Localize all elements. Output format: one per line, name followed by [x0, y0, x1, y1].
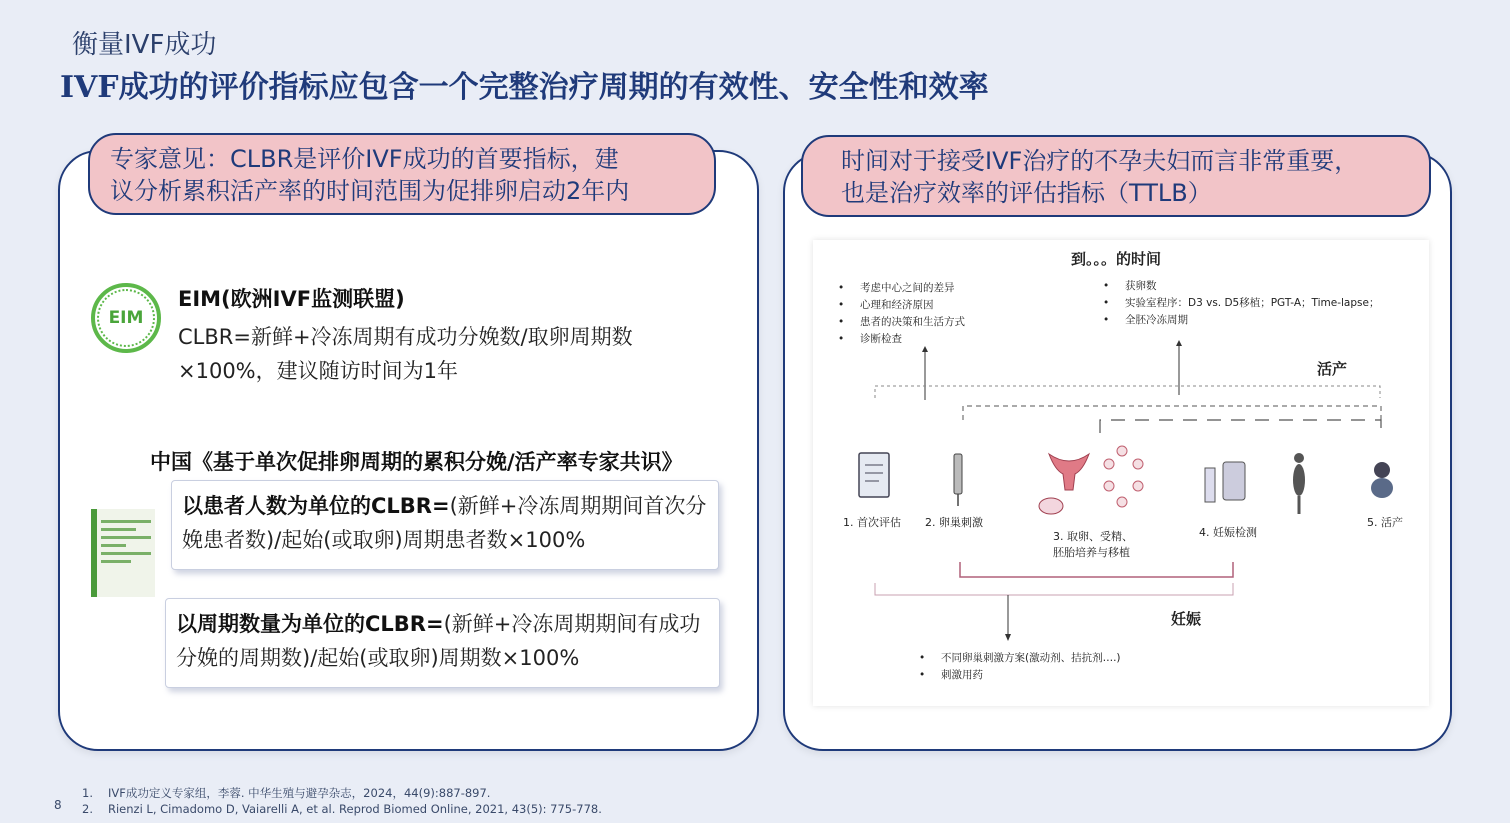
pregnancy-label: 妊娠 — [1171, 610, 1202, 628]
formula-patient-based — [171, 480, 719, 570]
right-banner-line2: 也是治疗效率的评估指标（TTLB） — [841, 179, 1212, 207]
step-retrieval-line1: 3. 取卵、受精、 — [1053, 530, 1133, 543]
footnote-num: 2. — [82, 802, 93, 816]
list-item: • 患者的决策和生活方式 — [838, 314, 965, 331]
left-banner-line1: 专家意见：CLBR是评价IVF成功的首要指标，建 — [110, 145, 619, 173]
step-live-birth: 5. 活产 — [1367, 516, 1403, 529]
inner-dashed-bracket — [1100, 420, 1381, 433]
clipboard-icon — [859, 453, 889, 497]
page-title: IVF成功的评价指标应包含一个完整治疗周期的有效性、安全性和效率 — [60, 70, 989, 105]
list-item: • 全胚冷冻周期 — [1103, 312, 1379, 329]
arrow-down-head — [1005, 634, 1011, 641]
step-pregnancy-test: 4. 妊娠检测 — [1199, 526, 1257, 539]
arrow-left-head — [922, 346, 928, 352]
step-ovarian-stimulation: 2. 卵巢刺激 — [925, 516, 983, 529]
page-number: 8 — [54, 798, 62, 812]
eim-star-ring — [97, 289, 155, 347]
mother-baby-icon — [1374, 462, 1390, 478]
list-item: • 心理和经济原因 — [838, 297, 965, 314]
formula1-label: 以患者人数为单位的CLBR= — [182, 494, 450, 518]
transfer-bracket — [960, 562, 1233, 577]
china-consensus-title: 中国《基于单次促排卵周期的累积分娩/活产率专家共识》 — [150, 450, 683, 474]
list-item: • 实验室程序：D3 vs. D5移植；PGT-A；Time-lapse； — [1103, 295, 1379, 312]
test-tube-icon — [1205, 468, 1215, 502]
formula2-text: (新鲜+冷冻周期期间有成功分娩的周期数)/起始(或取卵)周期数×100% — [176, 612, 701, 670]
footnote-1 — [82, 785, 602, 801]
ttlb-diagram — [813, 240, 1429, 706]
uterus-icon — [1049, 454, 1089, 490]
pregnant-woman-icon — [1293, 464, 1305, 496]
formula2-label: 以周期数量为单位的CLBR= — [176, 612, 444, 636]
pregnancy-bracket — [875, 583, 1233, 595]
diagram-brackets — [813, 240, 1429, 706]
list-item: • 获卵数 — [1103, 278, 1379, 295]
embryo-cycle-icon — [1104, 446, 1143, 507]
formula-cycle-based — [165, 598, 720, 688]
list-item: • 不同卵巢刺激方案(激动剂、拮抗剂….) — [919, 650, 1121, 667]
right-banner — [801, 135, 1431, 217]
diagram-heading: 到。。。的时间 — [1071, 250, 1162, 268]
formula1-text: (新鲜+冷冻周期期间首次分娩患者数)/起始(或取卵)周期患者数×100% — [182, 494, 707, 552]
live-birth-label: 活产 — [1317, 360, 1348, 378]
left-banner-line2: 议分析累积活产率的时间范围为促排卵启动2年内 — [110, 177, 630, 205]
step-first-assessment: 1. 首次评估 — [843, 516, 901, 529]
stimulation-list — [919, 650, 1121, 684]
eim-definition: CLBR=新鲜+冷冻周期有成功分娩数/取卵周期数×100%，建议随访时间为1年 — [178, 325, 633, 383]
petri-dish-icon — [1039, 498, 1063, 514]
footnote-text: IVF成功定义专家组，李蓉. 中华生殖与避孕杂志，2024，44(9):887-897. — [108, 786, 491, 800]
consensus-book-icon — [91, 509, 155, 597]
page-subtitle: 衡量IVF成功 — [72, 30, 217, 60]
live-birth-bracket — [875, 386, 1380, 398]
list-item: • 考虑中心之间的差异 — [838, 280, 965, 297]
right-banner-line1: 时间对于接受IVF治疗的不孕夫妇而言非常重要， — [841, 147, 1359, 175]
footnote-num: 1. — [82, 786, 93, 800]
arrow-right-head — [1176, 340, 1182, 346]
footnotes — [82, 785, 602, 817]
left-banner — [88, 133, 716, 215]
footnote-2 — [82, 801, 602, 817]
footnote-text: Rienzi L, Cimadomo D, Vaiarelli A, et al. Reprod Biomed Online, 2021, 43(5): 775-778. — [108, 802, 602, 816]
eim-title: EIM(欧洲IVF监测联盟) — [178, 287, 405, 311]
upper-dashed-bracket — [963, 406, 1381, 420]
syringe-icon — [954, 454, 962, 494]
step-retrieval-line2: 胚胎培养与移植 — [1053, 546, 1130, 559]
eim-logo — [91, 283, 161, 353]
list-item: • 诊断检查 — [838, 331, 965, 348]
ultrasound-icon — [1223, 462, 1245, 500]
list-item: • 刺激用药 — [919, 667, 1121, 684]
eim-logo-text: EIM — [108, 308, 144, 328]
